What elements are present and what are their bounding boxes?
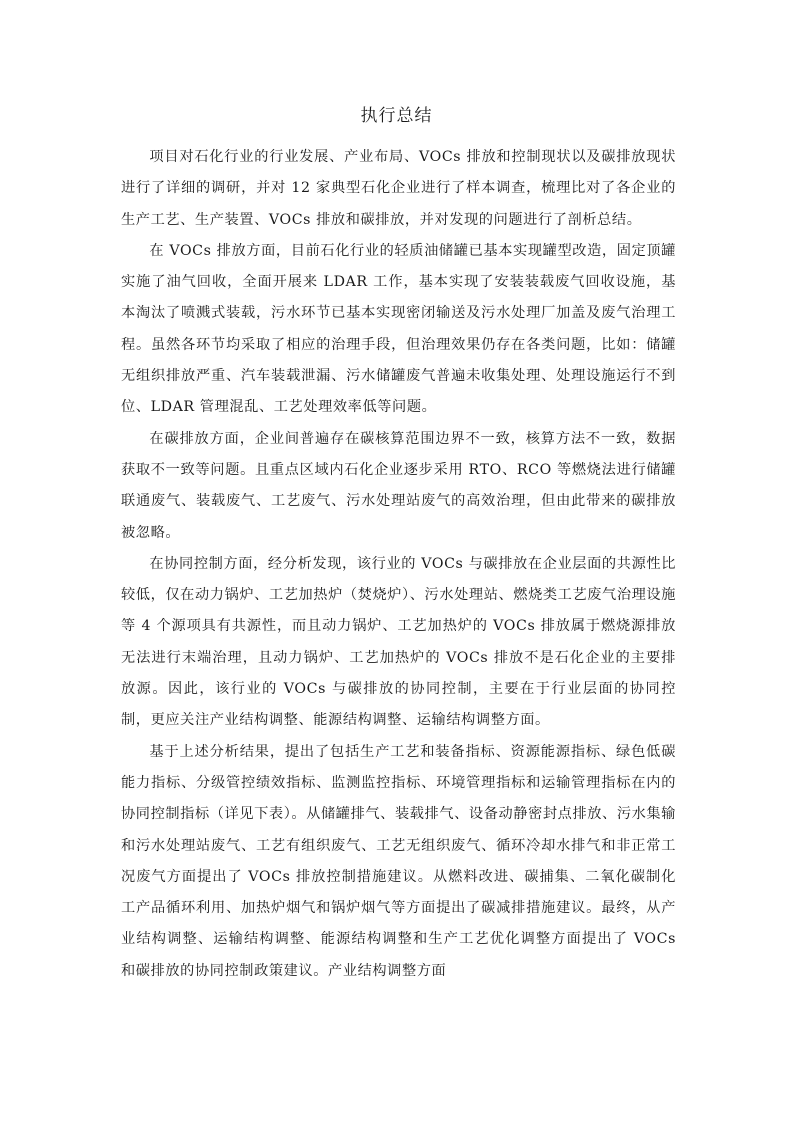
paragraph-carbon-emissions: 在碳排放方面，企业间普遍存在碳核算范围边界不一致，核算方法不一致，数据获取不一致等问题。且重点区域内石化企业逐步采用 RTO、RCO 等燃烧法进行储罐联通废气、装载废气、工艺废气、污水处理站废气的高效治理，但由此带来的碳排放被忽略。 — [121, 430, 676, 541]
paragraph-recommendations: 基于上述分析结果，提出了包括生产工艺和装备指标、资源能源指标、绿色低碳能力指标、分级管控绩效指标、监测监控指标、环境管理指标和运输管理指标在内的协同控制指标（详见下表）。从储罐排气、装载排气、设备动静密封点排放、污水集输和污水处理站废气、工艺有组织废气、工艺无组织废气、循环冷却水排气和非正常工况废气方面提出了 VOCs 排放控制措施建议。从燃料改进、碳捕集、二氧化碳制化工产品循环利用、加热炉烟气和锅炉烟气等方面提出了碳减排措施建议。最终，从产业结构调整、运输结构调整、能源结构调整和生产工艺优化调整方面提出了 VOCs 和碳排放的协同控制政策建议。产业结构调整方面 — [121, 743, 676, 979]
paragraph-vocs-emissions: 在 VOCs 排放方面，目前石化行业的轻质油储罐已基本实现罐型改造，固定顶罐实施了油气回收，全面开展来 LDAR 工作，基本实现了安装装载废气回收设施，基本淘汰了喷溅式装载，污水环节已基本实现密闭输送及污水处理厂加盖及废气治理工程。虽然各环节均采取了相应的治理手段，但治理效果仍存在各类问题，比如：储罐无组织排放严重、汽车装载泄漏、污水储罐废气普遍未收集处理、处理设施运行不到位、LDAR 管理混乱、工艺处理效率低等问题。 — [121, 242, 676, 416]
page-title: 执行总结 — [360, 106, 433, 126]
paragraph-overview: 项目对石化行业的行业发展、产业布局、VOCs 排放和控制现状以及碳排放现状进行了详细的调研，并对 12 家典型石化企业进行了样本调查，梳理比对了各企业的生产工艺、生产装置、VOCs 排放和碳排放，并对发现的问题进行了剖析总结。 — [121, 149, 676, 228]
document-body — [121, 142, 676, 987]
paragraph-coordinated-control: 在协同控制方面，经分析发现，该行业的 VOCs 与碳排放在企业层面的共源性比较低，仅在动力锅炉、工艺加热炉（焚烧炉）、污水处理站、燃烧类工艺废气治理设施等 4 个源项具有共源性，而且动力锅炉、工艺加热炉的 VOCs 排放属于燃烧源排放无法进行末端治理，且动力锅炉、工艺加热炉的 VOCs 排放不是石化企业的主要排放源。因此，该行业的 VOCs 与碳排放的协同控制，主要在于行业层面的协同控制，更应关注产业结构调整、能源结构调整、运输结构调整方面。 — [121, 555, 676, 729]
